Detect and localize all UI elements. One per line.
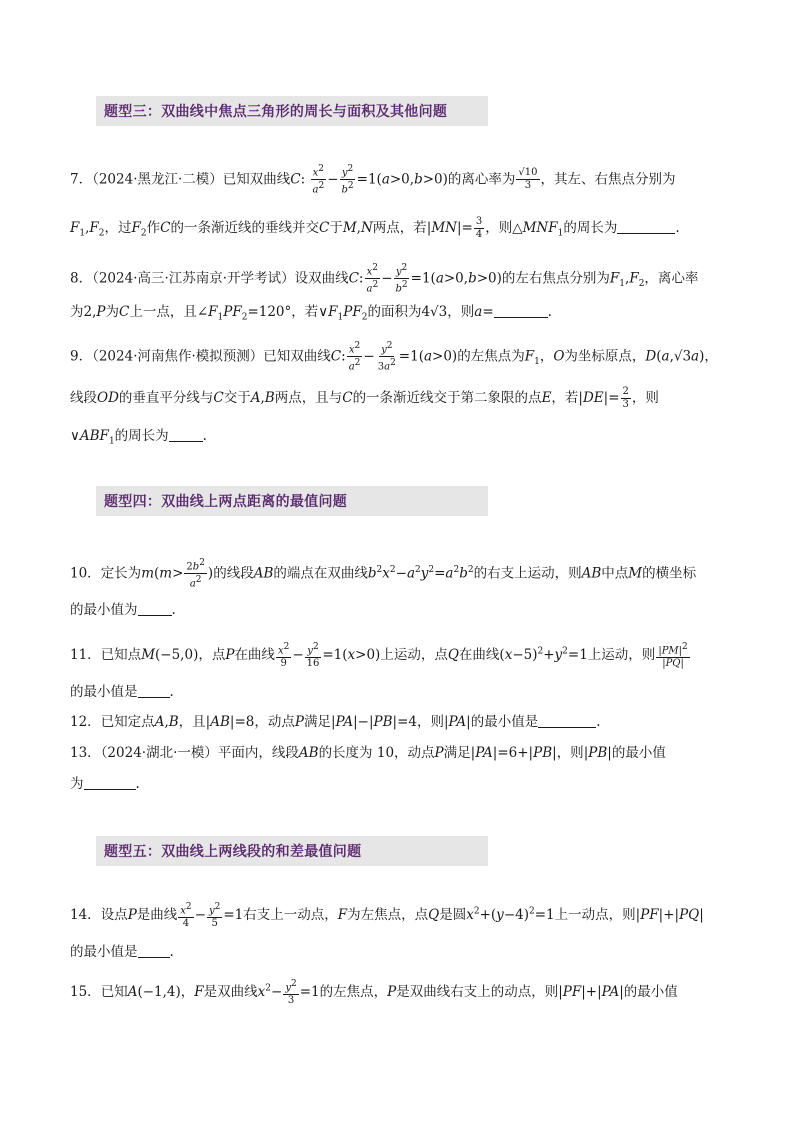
math-symbol: b: [367, 565, 377, 582]
math-symbol: C: [213, 390, 224, 406]
math-symbol: 1: [79, 228, 86, 239]
text-fragment: 的端点在双曲线: [273, 565, 368, 582]
math-symbol: 2: [401, 263, 408, 273]
section-header-5: [96, 836, 488, 866]
problem-9-line-1: 9．（2024·河南焦作·模拟预测）已知双曲线C: $\frac{x^2}{a^2}$ − $\frac{y^2}{3a^2}$ =1(a>0)的左焦点为$F_1$，O为坐标原点，D(a,√3a)，: [70, 341, 718, 373]
problem-13-line-1: 13．（2024·湖北·一模）平面内，线段AB的长度为 10，动点P满足|PA|=6+|PB|，则|PB|的最小值: [70, 745, 666, 761]
math-symbol: F: [337, 907, 348, 924]
math-symbol: x: [257, 984, 266, 1001]
math-symbol: C: [330, 348, 342, 365]
math-symbol: PB: [588, 745, 608, 761]
math-symbol: PQ: [665, 658, 681, 670]
math-symbol: F: [89, 220, 99, 236]
math-symbol: C: [348, 270, 359, 287]
math-fraction: $\frac{x^2}{9}$: [277, 642, 290, 670]
math-symbol: 2: [473, 906, 480, 917]
text-fragment: 线段: [70, 390, 97, 406]
math-symbol: C: [160, 220, 171, 236]
answer-blank[interactable]: [617, 219, 675, 234]
math-symbol: a: [406, 565, 415, 582]
math-symbol: 2: [467, 564, 474, 575]
math-symbol: x: [180, 905, 186, 917]
math-symbol: y: [381, 344, 387, 356]
math-symbol: F: [524, 348, 535, 365]
math-symbol: PF: [223, 304, 242, 320]
text-fragment: （2024·高三·江苏南京·开学考试）: [92, 270, 295, 287]
answer-blank[interactable]: [84, 775, 136, 790]
text-fragment: 为: [105, 304, 119, 320]
text-fragment: 的面积为: [367, 304, 422, 320]
problem-11-line-2: 的最小值是 .: [70, 684, 174, 700]
math-symbol: y: [341, 167, 348, 179]
math-symbol: 2: [562, 646, 568, 657]
math-symbol: 1: [619, 279, 626, 290]
math-symbol: a: [423, 348, 433, 365]
math-symbol: x: [347, 647, 356, 664]
math-symbol: b: [192, 561, 200, 573]
problem-9-line-2: 线段OD的垂直平分线与C交于A,B两点，且与C的一条渐近线交于第二象限的点E，若|DE|= $\frac{2}{3}$ ，则: [70, 386, 659, 410]
answer-blank[interactable]: [138, 601, 172, 616]
text-fragment: 右支上一动点，: [243, 907, 338, 924]
text-fragment: ，则: [416, 714, 444, 730]
text-fragment: 定长为: [100, 565, 142, 582]
text-fragment: ，若: [551, 390, 579, 406]
section-title: 题型四：双曲线上两点距离的最值问题: [104, 494, 348, 510]
math-symbol: C: [290, 171, 301, 188]
math-symbol: x: [504, 647, 513, 664]
math-symbol: E: [541, 390, 552, 406]
text-fragment: ，则: [485, 220, 513, 236]
math-symbol: 2: [265, 983, 271, 994]
math-symbol: 1: [534, 357, 540, 368]
math-symbol: 2: [361, 312, 368, 323]
math-symbol: P: [96, 304, 106, 320]
math-symbol: 1: [557, 228, 564, 239]
math-symbol: 2: [318, 164, 325, 174]
math-symbol: O: [553, 348, 565, 365]
text-fragment: 平面内，线段: [217, 745, 299, 761]
math-symbol: F: [131, 220, 141, 236]
math-symbol: 2: [537, 646, 544, 657]
text-fragment: 的左焦点，: [319, 984, 388, 1001]
problem-12-line-1: 12．已知定点A,B，且|AB|=8，动点P满足|PA|−|PB|=4，则|PA|的最小值是 .: [70, 714, 601, 730]
text-fragment: 的最小值: [611, 745, 666, 761]
text-fragment: ，则: [447, 304, 475, 320]
math-symbol: b: [459, 565, 468, 582]
math-symbol: F: [208, 304, 218, 320]
math-symbol: 2: [214, 902, 221, 912]
math-symbol: P: [434, 745, 444, 761]
math-symbol: b: [468, 270, 477, 287]
math-symbol: PA: [601, 984, 620, 1001]
math-symbol: C: [318, 220, 330, 236]
math-fraction: [364, 262, 380, 296]
math-symbol: a: [435, 270, 444, 287]
problem-9-line-3: $\vee ABF_1$的周长为 .: [70, 428, 207, 447]
text-fragment: 两点，若: [372, 220, 427, 236]
problem-7-line-2: $F_1,F_2$，过$F_2$作C的一条渐近线的垂线并交C于M,N两点，若|MN|= $\frac{3}{4}$ ，则$\triangle MNF_1$的周长为 .: [70, 216, 680, 240]
math-fraction: [340, 163, 356, 197]
section-title: 题型五：双曲线上两线段的和差最值问题: [104, 844, 362, 860]
text-fragment: 11．: [70, 647, 101, 664]
math-symbol: 2: [682, 642, 688, 652]
text-fragment: 中点: [601, 565, 629, 582]
math-symbol: 2: [372, 263, 379, 273]
math-fraction: $\frac{|PM|^2}{|PQ|}$: [658, 642, 688, 670]
math-fraction: [394, 262, 410, 296]
math-symbol: ABF: [79, 428, 109, 444]
text-fragment: 15．: [70, 984, 101, 1001]
problem-8-line-2: 为2,P为C上一点，且$\angle F_1PF_2=120^\circ$，若$\vee F_1PF_2$的面积为4√3，则a= .: [70, 304, 552, 323]
text-fragment: 两点，且与: [274, 390, 343, 406]
math-fraction: $\frac{3}{4}$: [475, 216, 483, 240]
text-fragment: 的最小值是: [70, 944, 138, 960]
math-symbol: 2: [195, 575, 202, 586]
math-symbol: y: [208, 905, 215, 917]
problem-15-line-1: 15．已知A(−1,4)，F是双曲线$x^2-$ $\frac{y^2}{3}$ =1的左焦点，P是双曲线右支上的动点，则|PF|+|PA|的最小值: [70, 979, 678, 1007]
math-symbol: M: [342, 220, 357, 236]
text-fragment: ，其左、右焦点分别为: [540, 171, 676, 188]
math-symbol: x: [312, 167, 319, 179]
math-symbol: 1: [337, 312, 344, 323]
math-symbol: 2: [415, 564, 421, 575]
text-fragment: 为坐标原点，: [564, 348, 646, 365]
math-symbol: PA: [448, 714, 467, 730]
problem-8-line-1: 8．（2024·高三·江苏南京·开学考试）设双曲线C: $\frac{x^2}{a^2}$ − $\frac{y^2}{b^2}$ =1(a>0,b>0)的左右焦点分别为$F_1,F_2$，离心率: [70, 263, 699, 295]
text-fragment: ，则: [631, 390, 659, 406]
math-symbol: F: [629, 270, 639, 287]
math-symbol: a: [312, 184, 319, 196]
text-fragment: 的离心率为: [447, 171, 516, 188]
section-title: 题型三：双曲线中焦点三角形的周长与面积及其他问题: [104, 104, 448, 120]
math-symbol: a: [384, 361, 391, 373]
math-symbol: A: [127, 984, 138, 1001]
math-symbol: 1: [108, 436, 115, 447]
math-symbol: P: [387, 984, 397, 1001]
text-fragment: 满足: [443, 745, 471, 761]
math-fraction: $\frac{y^2}{16}$: [306, 642, 320, 670]
math-symbol: b: [341, 184, 348, 196]
text-fragment: 的左右焦点分别为: [501, 270, 610, 287]
math-symbol: PB: [373, 714, 393, 730]
math-symbol: PB: [533, 745, 553, 761]
answer-blank[interactable]: [138, 943, 170, 958]
math-symbol: y: [420, 565, 429, 582]
math-symbol: F: [328, 304, 338, 320]
math-symbol: 1: [217, 312, 224, 323]
math-symbol: PM: [661, 645, 679, 657]
math-symbol: y: [395, 266, 402, 278]
math-symbol: 2: [347, 164, 354, 174]
math-symbol: PQ: [679, 907, 700, 924]
math-fraction: $\frac{2b^2}{a^2}$: [186, 558, 205, 590]
text-fragment: 满足: [303, 714, 331, 730]
text-fragment: ，若: [291, 304, 319, 320]
text-fragment: 上运动，则: [587, 647, 656, 664]
text-fragment: 上一动点，则: [554, 907, 636, 924]
math-symbol: b: [414, 171, 423, 188]
text-fragment: ，离心率: [644, 270, 699, 287]
text-fragment: ，动点: [254, 714, 295, 730]
section-header-3: [96, 96, 488, 126]
text-fragment: 的最小值是: [470, 714, 539, 730]
math-symbol: 2: [185, 902, 192, 912]
text-fragment: 为左焦点，点: [347, 907, 429, 924]
math-symbol: y: [554, 647, 563, 664]
math-symbol: 2: [241, 312, 248, 323]
math-symbol: PF: [343, 304, 362, 320]
math-symbol: y: [285, 982, 291, 994]
math-symbol: x: [366, 266, 373, 278]
math-fraction: $\frac{y^2}{3a^2}$: [377, 341, 396, 373]
problem-10-line-1: 10．定长为m(m> $\frac{2b^2}{a^2}$ )的线段AB的端点在双曲线$b^2x^2-a^2y^2=a^2b^2$的右支上运动，则AB中点M的横坐标: [70, 558, 697, 590]
math-symbol: a: [661, 348, 670, 365]
math-symbol: N: [360, 220, 373, 236]
math-symbol: 2: [390, 358, 396, 369]
text-fragment: 上运动，点: [380, 647, 448, 664]
problem-10-line-2: 的最小值为 .: [70, 602, 176, 618]
math-fraction: $\frac{√10}{3}$: [518, 167, 538, 192]
text-fragment: 已知定点: [100, 714, 155, 730]
math-symbol: MN: [431, 220, 457, 236]
text-fragment: 的长度为 10，动点: [318, 745, 435, 761]
math-symbol: 2: [376, 564, 383, 575]
text-fragment: 是双曲线右支上的动点，则: [396, 984, 559, 1001]
math-symbol: B: [168, 714, 179, 730]
math-symbol: 2: [389, 564, 396, 575]
text-fragment: 已知点: [100, 647, 142, 664]
math-symbol: 2: [428, 564, 435, 575]
math-symbol: AB: [253, 565, 274, 582]
answer-blank[interactable]: [138, 683, 170, 698]
math-symbol: 2: [354, 358, 361, 369]
math-symbol: P: [294, 714, 304, 730]
text-fragment: ，: [180, 984, 195, 1001]
text-fragment: （2024·黑龙江·二模）: [92, 171, 223, 188]
math-symbol: a: [691, 348, 700, 365]
math-symbol: 2: [283, 642, 290, 652]
section-header-4: [96, 486, 488, 516]
math-symbol: m: [159, 565, 173, 582]
math-symbol: 2: [386, 341, 393, 351]
math-symbol: a: [381, 171, 390, 188]
math-symbol: y: [496, 907, 504, 924]
problem-14-line-2: 的最小值是 .: [70, 944, 174, 960]
math-symbol: M: [628, 565, 643, 582]
text-fragment: 已知双曲线: [263, 348, 331, 365]
text-fragment: 的最小值是: [70, 684, 138, 700]
text-fragment: 12．: [70, 714, 101, 730]
text-fragment: 13．: [70, 745, 101, 761]
math-symbol: 2: [401, 280, 408, 291]
math-symbol: 2: [199, 558, 205, 568]
text-fragment: 于: [329, 220, 343, 236]
math-symbol: M: [141, 647, 156, 664]
math-symbol: a: [445, 565, 454, 582]
math-symbol: 2: [347, 181, 354, 192]
math-symbol: a: [366, 283, 373, 295]
math-fraction: $\frac{2}{3}$: [622, 386, 629, 410]
math-symbol: B: [264, 390, 275, 406]
problem-11-line-1: 11．已知点M(−5,0)，点P在曲线 $\frac{x^2}{9}$ − $\frac{y^2}{16}$ =1(x>0)上运动，点Q在曲线$(x-5)^2+y^2=1$上运动，则 $\frac{|PM|^2}{|PQ|}$: [70, 642, 688, 670]
text-fragment: 的周长为: [114, 428, 169, 444]
text-fragment: 的左焦点为: [457, 348, 525, 365]
problem-13-line-2: 为 .: [70, 776, 140, 792]
math-symbol: PF: [640, 907, 659, 924]
math-symbol: A: [154, 714, 165, 730]
text-fragment: 作: [146, 220, 161, 236]
text-fragment: 8．: [70, 270, 93, 287]
math-symbol: 2: [453, 564, 460, 575]
problem-14-line-1: 14．设点P是曲线 $\frac{x^2}{4}$ − $\frac{y^2}{5}$ =1右支上一动点，F为左焦点，点Q是圆$x^2+(y-4)^2=1$上一动点，则|PF|+|PQ|: [70, 902, 704, 930]
math-fraction: [310, 163, 326, 197]
text-fragment: ，: [539, 348, 554, 365]
math-fraction: $\frac{x^2}{4}$: [180, 902, 192, 930]
math-symbol: 2: [98, 228, 105, 239]
text-fragment: 的线段: [213, 565, 254, 582]
math-symbol: a: [189, 578, 196, 590]
math-symbol: x: [277, 645, 284, 657]
math-symbol: D: [645, 348, 657, 365]
math-symbol: OD: [97, 390, 119, 406]
math-symbol: PF: [562, 984, 582, 1001]
math-symbol: m: [141, 565, 154, 582]
math-symbol: MNF: [522, 220, 558, 236]
math-symbol: y: [307, 645, 313, 657]
math-symbol: b: [395, 283, 402, 295]
math-symbol: C: [118, 304, 130, 320]
math-symbol: AB: [210, 714, 230, 730]
math-symbol: PA: [335, 714, 354, 730]
text-fragment: ，过: [104, 220, 132, 236]
text-fragment: 已知: [100, 984, 128, 1001]
math-symbol: F: [609, 270, 620, 287]
math-symbol: x: [348, 344, 355, 356]
math-symbol: 2: [290, 979, 297, 989]
answer-blank[interactable]: [169, 427, 203, 442]
math-fraction: $\frac{y^2}{5}$: [208, 902, 221, 930]
math-symbol: A: [250, 390, 261, 406]
math-symbol: Q: [447, 647, 459, 664]
text-fragment: 的周长为: [563, 220, 618, 236]
text-fragment: 是曲线: [136, 907, 178, 924]
text-fragment: 的垂直平分线与: [118, 390, 214, 406]
math-symbol: AB: [298, 745, 319, 761]
text-fragment: 为: [70, 304, 84, 320]
text-fragment: 的一条渐近线的垂线并交: [170, 220, 319, 236]
text-fragment: 的右支上运动，则: [473, 565, 582, 582]
math-symbol: 2: [528, 906, 535, 917]
text-fragment: 的最小值: [623, 984, 678, 1001]
text-fragment: 7．: [70, 171, 93, 188]
math-symbol: 2: [140, 228, 147, 239]
math-symbol: 2: [318, 181, 325, 192]
text-fragment: 14．: [70, 907, 101, 924]
math-symbol: P: [225, 647, 235, 664]
math-symbol: x: [466, 907, 474, 924]
math-symbol: x: [382, 565, 390, 582]
text-fragment: 9．: [70, 348, 93, 365]
text-fragment: 为: [70, 776, 84, 792]
text-fragment: 在曲线: [234, 647, 275, 664]
text-fragment: 上一点，且: [129, 304, 197, 320]
text-fragment: 的最小值为: [70, 602, 138, 618]
math-symbol: 2: [312, 642, 319, 652]
math-symbol: 2: [638, 279, 645, 290]
text-fragment: 设点: [100, 907, 128, 924]
text-fragment: （2024·湖北·一模）: [100, 745, 218, 761]
math-symbol: F: [194, 984, 204, 1001]
answer-blank[interactable]: [538, 713, 596, 728]
text-fragment: 的一条渐近线交于第二象限的点: [352, 390, 542, 406]
text-fragment: ，且: [178, 714, 206, 730]
math-symbol: AB: [581, 565, 602, 582]
math-symbol: DE: [582, 390, 604, 406]
text-fragment: 的横坐标: [642, 565, 697, 582]
math-symbol: P: [127, 907, 137, 924]
math-symbol: a: [474, 304, 483, 320]
text-fragment: ，点: [198, 647, 226, 664]
math-symbol: a: [348, 361, 355, 373]
text-fragment: 是圆: [439, 907, 467, 924]
text-fragment: 已知双曲线: [222, 171, 291, 188]
math-fraction: $\frac{y^2}{3}$: [285, 979, 297, 1007]
answer-blank[interactable]: [494, 303, 548, 318]
text-fragment: 交于: [223, 390, 251, 406]
math-symbol: C: [342, 390, 353, 406]
math-symbol: 2: [372, 280, 379, 291]
math-symbol: F: [70, 220, 80, 236]
problem-7-line-1: 7．（2024·黑龙江·二模）已知双曲线C: $\frac{x^2}{a^2}$ − $\frac{y^2}{b^2}$ =1(a>0,b>0)的离心率为 $\frac{√10}{3}$ ，其左、右焦点分别为: [70, 164, 676, 196]
math-symbol: PA: [475, 745, 493, 761]
text-fragment: 10．: [70, 565, 101, 582]
text-fragment: ，则: [556, 745, 584, 761]
text-fragment: 设双曲线: [294, 270, 349, 287]
text-fragment: 在曲线: [458, 647, 500, 664]
math-symbol: Q: [428, 907, 440, 924]
text-fragment: （2024·河南焦作·模拟预测）: [92, 348, 264, 365]
math-symbol: 2: [354, 341, 361, 351]
math-fraction: [347, 340, 363, 374]
text-fragment: 是双曲线: [203, 984, 258, 1001]
